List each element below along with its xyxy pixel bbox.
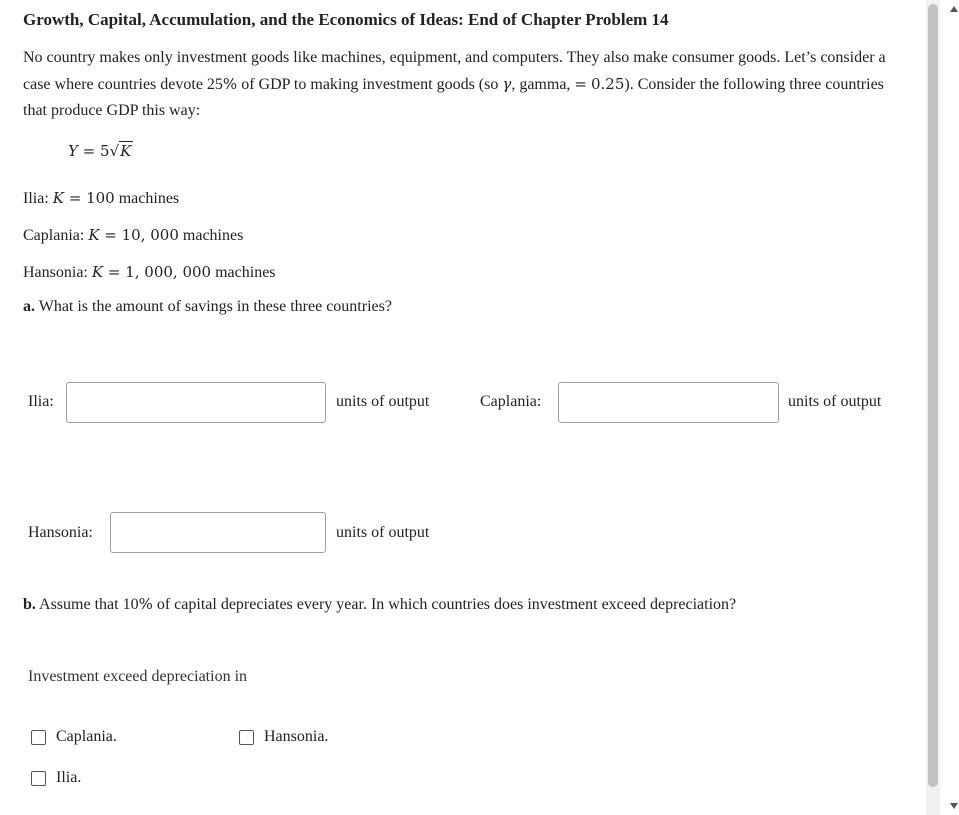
hansonia-units-label: units of output	[336, 524, 430, 541]
option-hansonia-label[interactable]: Hansonia.	[264, 728, 329, 745]
checkbox-hansonia[interactable]	[239, 730, 254, 745]
ilia-savings-label: Ilia:	[28, 393, 54, 410]
problem-intro: No country makes only investment goods like machines, equipment, and computers. They also make consumer goods. Let’s consider a case where countries devote 25% of GDP to making investment goods (so γ, gamma, = 0.25). Consider the following three countries that produce GDP this way:	[23, 49, 886, 119]
checkbox-caplania[interactable]	[31, 730, 46, 745]
page-title: Growth, Capital, Accumulation, and the Economics of Ideas: End of Chapter Problem 14	[23, 10, 669, 29]
caplania-savings-label: Caplania:	[480, 393, 542, 410]
gamma-symbol: γ	[502, 75, 512, 93]
checkbox-ilia[interactable]	[31, 771, 46, 786]
caplania-units-label: units of output	[788, 393, 882, 410]
option-caplania-label[interactable]: Caplania.	[56, 728, 117, 745]
scroll-down-icon[interactable]	[950, 803, 958, 809]
option-ilia-label[interactable]: Ilia.	[56, 769, 82, 786]
country-ilia-capital: Ilia: K = 100 machines	[23, 189, 180, 207]
production-equation: Y = 5√K	[68, 142, 132, 160]
scroll-up-icon[interactable]	[950, 6, 958, 12]
radical-sign: √	[109, 142, 120, 160]
question-b: b. Assume that 10% of capital depreciates every year. In which countries does investment exceed depreciation?	[23, 595, 737, 613]
country-hansonia-capital: Hansonia: K = 1, 000, 000 machines	[23, 263, 276, 281]
ilia-units-label: units of output	[336, 393, 430, 410]
caplania-savings-input[interactable]	[558, 382, 779, 423]
ilia-savings-input[interactable]	[66, 382, 326, 423]
hansonia-savings-input[interactable]	[110, 512, 326, 553]
country-caplania-capital: Caplania: K = 10, 000 machines	[23, 226, 244, 244]
hansonia-savings-label: Hansonia:	[28, 524, 93, 541]
question-a: a. What is the amount of savings in these three countries?	[23, 298, 392, 315]
scrollbar-thumb[interactable]	[928, 4, 938, 787]
depreciation-prompt: Investment exceed depreciation in	[28, 668, 248, 685]
